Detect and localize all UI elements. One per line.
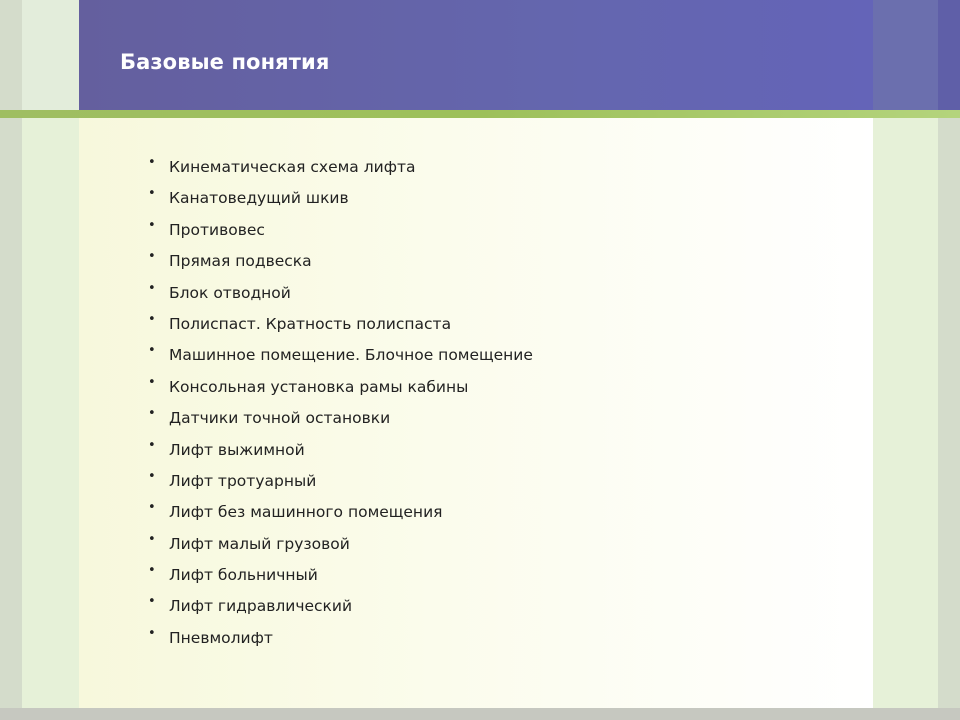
list-item bbox=[148, 341, 533, 372]
list-item bbox=[148, 436, 533, 467]
list-item bbox=[148, 624, 533, 655]
list-item-text: Лифт без машинного помещения bbox=[169, 503, 443, 522]
bullet-icon: • bbox=[148, 500, 156, 516]
bullet-icon: • bbox=[148, 406, 156, 422]
bullet-icon: • bbox=[148, 217, 156, 233]
list-item bbox=[148, 184, 533, 215]
bottom-bar bbox=[0, 708, 960, 720]
bullet-icon: • bbox=[148, 374, 156, 390]
list-item bbox=[148, 373, 533, 404]
list-item-text: Лифт малый грузовой bbox=[169, 534, 350, 553]
bullet-icon: • bbox=[148, 280, 156, 296]
list-item bbox=[148, 404, 533, 435]
list-item bbox=[148, 153, 533, 184]
list-item bbox=[148, 561, 533, 592]
list-item-text: Прямая подвеска bbox=[169, 252, 312, 271]
list-item-text: Противовес bbox=[169, 220, 265, 239]
accent-line bbox=[0, 110, 960, 118]
bullet-icon: • bbox=[148, 625, 156, 641]
bullet-icon: • bbox=[148, 594, 156, 610]
bullet-icon: • bbox=[148, 343, 156, 359]
header-left-stripe bbox=[22, 0, 79, 110]
list-item-text: Кинематическая схема лифта bbox=[169, 158, 416, 176]
list-item bbox=[148, 310, 533, 341]
bullet-icon: • bbox=[148, 249, 156, 265]
header-right-stripe bbox=[873, 0, 938, 110]
list-item bbox=[148, 592, 533, 623]
list-item bbox=[148, 498, 533, 529]
list-item-text: Датчики точной остановки bbox=[169, 409, 391, 428]
bullet-icon: • bbox=[148, 531, 156, 547]
list-item-text: Канатоведущий шкив bbox=[169, 189, 349, 208]
bullet-icon: • bbox=[148, 468, 156, 484]
list-item-text: Лифт выжимной bbox=[169, 440, 305, 459]
bullet-icon: • bbox=[148, 186, 156, 202]
slide-title: Базовые понятия bbox=[120, 50, 330, 74]
list-item-text: Машинное помещение. Блочное помещение bbox=[169, 346, 533, 365]
bullet-icon: • bbox=[148, 437, 156, 453]
bullet-icon: • bbox=[148, 311, 156, 327]
list-item-text: Пневмолифт bbox=[169, 628, 273, 647]
list-item-text: Лифт гидравлический bbox=[169, 597, 353, 616]
bullet-icon: • bbox=[148, 155, 156, 170]
list-item-text: Блок отводной bbox=[169, 283, 291, 302]
list-item bbox=[148, 467, 533, 498]
list-item-text: Полиспаст. Кратность полиспаста bbox=[169, 314, 452, 333]
header-right-edge bbox=[938, 0, 960, 110]
bullet-icon: • bbox=[148, 563, 156, 579]
list-item-text: Лифт тротуарный bbox=[169, 471, 317, 490]
list-item-text: Лифт больничный bbox=[169, 566, 318, 585]
list-item bbox=[148, 279, 533, 310]
list-item-text: Консольная установка рамы кабины bbox=[169, 377, 469, 396]
background-stripe-left-outer bbox=[0, 0, 22, 720]
concept-list bbox=[148, 153, 533, 655]
list-item bbox=[148, 530, 533, 561]
list-item bbox=[148, 216, 533, 247]
list-item bbox=[148, 247, 533, 278]
